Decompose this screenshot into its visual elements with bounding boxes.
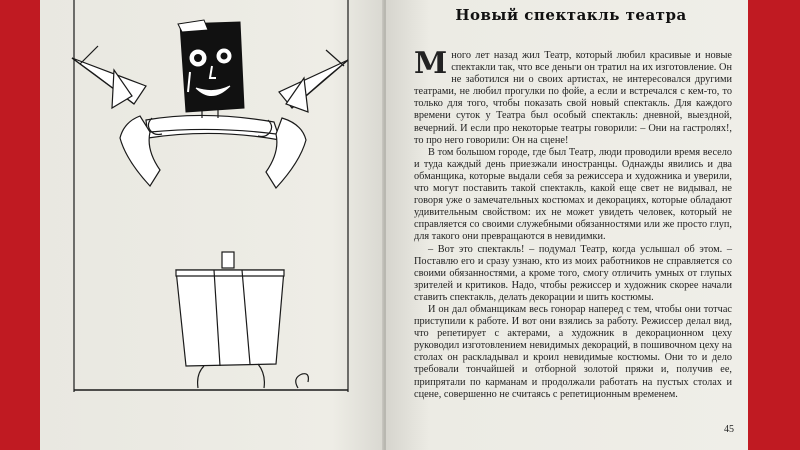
paragraph-1	[414, 46, 732, 147]
story-text	[414, 46, 732, 401]
paragraph-2: В том большом городе, где был Театр, люди проводили время весело и туда каждый день приезжали иностранцы. Однажды явились и два обманщика, которые выдали себя за режиссера и художника и уверили, что могут поставить такой спектакль, какой еще свет не видывал, не говоря уже о замечательных костюмах и декорациях, которые обладают удивительным свойством: их не может увидеть человек, который не справляется со своими служебными обязанностями или же просто глуп, для такого они превращаются в невидимки.	[414, 146, 732, 243]
right-page	[386, 0, 748, 450]
paragraph-1-text: ного лет назад жил Театр, который любил красивые и новые спектакли так, что все деньги он тратил на их изготовление. Он не заботился ни о своих артистах, не интересовался другими театрами, не любил прогулки по фойе, а если и встречался с кем-то, то только для того, чтобы показать свой новый спектакль. Для каждого времени суток у Театра был особый спектакль: дневной, выездной, вечерний. И если про некоторые театры говорили: – Они на гастролях!, то про него говорили: Он на сцене!	[414, 50, 732, 146]
page-number: 45	[724, 424, 734, 435]
mask-face	[178, 20, 244, 112]
theatre-illustration	[54, 0, 364, 420]
story-title: Новый спектакль театра	[455, 6, 687, 24]
drop-cap: М	[414, 46, 448, 81]
left-page	[40, 0, 384, 450]
paragraph-3: – Вот это спектакль! – подумал Театр, когда услышал об этом. – Поставлю его и сразу узнаю, кто из моих работников не справляется со своими обязанностями, а кроме того, смогу отличить умных от глупых зрителей и критиков. Надо, чтобы режиссер и художник скорее начали ставить спектакль, делать декорации и шить костюмы.	[414, 243, 732, 303]
paragraph-4: И он дал обманщикам весь гонорар наперед с тем, чтобы они тотчас приступили к работе. И вот они взялись за работу. Режиссер делал вид, что репетирует с актерами, а художник в декорационном цеху руководил изготовлением невидимых декораций, в пошивочном цеху на столах он раскладывал и кроил невидимые костюмы. Они то и дело требовали тончайшей и отборной золотой пряжи и, получив ее, припрятали по карманам и продолжали работать на пустых столах и сцене, совершенно не считаясь с репетиционным временем.	[414, 303, 732, 400]
open-book	[40, 0, 748, 450]
